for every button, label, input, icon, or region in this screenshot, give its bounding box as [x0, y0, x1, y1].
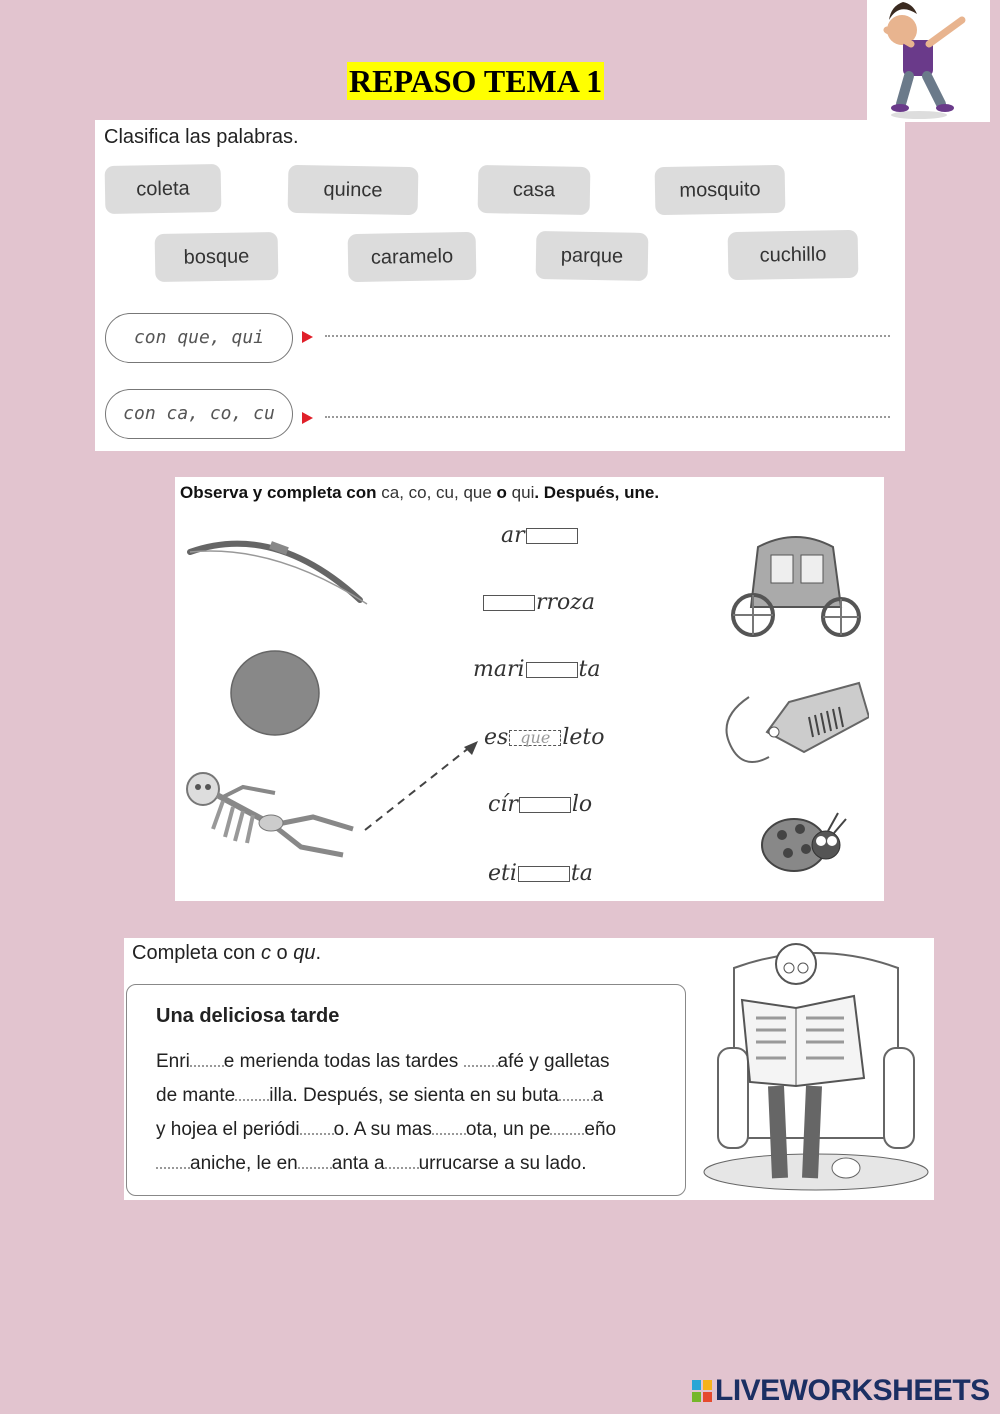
instr-part: . — [315, 942, 322, 964]
ladybug-icon — [758, 807, 848, 882]
text-segment: Enri — [156, 1051, 190, 1072]
word-prefix: mari — [473, 657, 525, 682]
word-suffix: leto — [562, 725, 605, 750]
instr-part: Completa con — [132, 942, 261, 964]
instr-part: ca, co, cu, que — [376, 483, 497, 502]
word-carroza — [482, 590, 595, 615]
letter-gap[interactable] — [519, 797, 571, 813]
instr-part: qui — [506, 483, 535, 502]
word-chip: mosquito — [655, 165, 786, 215]
text-segment: aniche, le en — [190, 1153, 298, 1174]
arrow-icon — [302, 412, 313, 424]
tag-icon — [719, 677, 869, 772]
text-segment: urrucarse a su lado. — [418, 1153, 587, 1174]
letter-blank[interactable] — [464, 1051, 498, 1067]
word-prefix: es — [484, 725, 509, 750]
word-prefix: eti — [488, 861, 517, 886]
word-chip: caramelo — [348, 232, 477, 282]
letter-blank[interactable] — [550, 1119, 584, 1135]
text-segment: de mante — [156, 1085, 236, 1106]
word-suffix: ta — [570, 861, 593, 886]
text-segment: afé y galletas — [497, 1051, 610, 1072]
text-segment: y hojea el periódi — [156, 1119, 300, 1140]
letter-gap[interactable] — [518, 866, 570, 882]
arrow-icon — [302, 331, 313, 343]
dashed-arrow-icon — [360, 735, 485, 835]
letter-gap[interactable] — [526, 528, 578, 544]
story-line — [156, 1153, 587, 1175]
text-segment: anta a — [331, 1153, 385, 1174]
letter-blank[interactable] — [432, 1119, 466, 1135]
word-suffix: ta — [578, 657, 601, 682]
instruction-complete — [132, 942, 321, 965]
answer-line-que-qui[interactable] — [325, 335, 890, 337]
word-chip: bosque — [155, 232, 279, 282]
story-line — [156, 1085, 603, 1107]
letter-blank[interactable] — [235, 1085, 269, 1101]
bow-icon — [185, 532, 370, 607]
text-segment: o. A su mas — [333, 1119, 432, 1140]
word-chip: parque — [536, 231, 649, 281]
word-arco — [501, 523, 579, 548]
instruction-observe — [180, 483, 659, 503]
instr-part: o — [270, 942, 294, 964]
text-segment: ota, un pe — [465, 1119, 551, 1140]
word-chip: cuchillo — [728, 230, 859, 280]
word-chip: casa — [478, 165, 591, 215]
circle-icon — [229, 649, 321, 737]
story-box — [126, 984, 686, 1196]
word-circulo — [488, 792, 592, 817]
category-ca-co-cu: con ca, co, cu — [105, 389, 293, 439]
story-title: Una deliciosa tarde — [156, 1005, 340, 1027]
liveworksheets-logo — [692, 1374, 990, 1408]
classify-words-exercise — [95, 120, 905, 451]
letter-gap-example: que — [509, 730, 561, 746]
instr-part: qu — [293, 942, 316, 964]
letter-blank[interactable] — [156, 1153, 190, 1169]
story-line — [156, 1119, 616, 1141]
complete-and-match-exercise — [175, 477, 884, 901]
word-chip: coleta — [105, 164, 222, 214]
letter-blank[interactable] — [190, 1051, 224, 1067]
page-title: REPASO TEMA 1 — [349, 63, 603, 99]
letter-blank[interactable] — [559, 1085, 593, 1101]
letter-gap[interactable] — [526, 662, 578, 678]
logo-icon — [692, 1380, 712, 1402]
word-suffix: lo — [571, 792, 593, 817]
carriage-icon — [723, 527, 869, 639]
word-suffix: rroza — [536, 590, 595, 615]
instruction-classify: Clasifica las palabras. — [104, 126, 299, 148]
complete-c-qu-exercise — [124, 938, 934, 1200]
story-line — [156, 1051, 610, 1073]
word-chip: quince — [288, 165, 419, 215]
word-mariquita — [473, 657, 601, 682]
instr-part: Observa y completa con — [180, 483, 377, 502]
letter-blank[interactable] — [385, 1153, 419, 1169]
word-esqueleto — [484, 725, 604, 750]
skeleton-icon — [183, 767, 363, 877]
brand-text: LIVEWORKSHEETS — [715, 1374, 990, 1407]
letter-blank[interactable] — [300, 1119, 334, 1135]
dancing-boy-illustration — [867, 0, 990, 122]
category-que-qui: con que, qui — [105, 313, 293, 363]
text-segment: illa. Después, se sienta en su buta — [269, 1085, 559, 1106]
grandpa-reading-illustration — [694, 938, 930, 1196]
letter-blank[interactable] — [298, 1153, 332, 1169]
text-segment: a — [592, 1085, 604, 1106]
word-etiqueta — [488, 861, 593, 886]
letter-gap[interactable] — [483, 595, 535, 611]
instr-part: . Después, une. — [534, 483, 660, 502]
instr-part: c — [260, 942, 271, 964]
text-segment: eño — [584, 1119, 617, 1140]
word-prefix: ar — [501, 523, 525, 548]
word-prefix: cír — [488, 792, 518, 817]
text-segment: e merienda todas las tardes — [223, 1051, 464, 1072]
answer-line-ca-co-cu[interactable] — [325, 416, 890, 418]
instr-part: o — [496, 483, 507, 502]
